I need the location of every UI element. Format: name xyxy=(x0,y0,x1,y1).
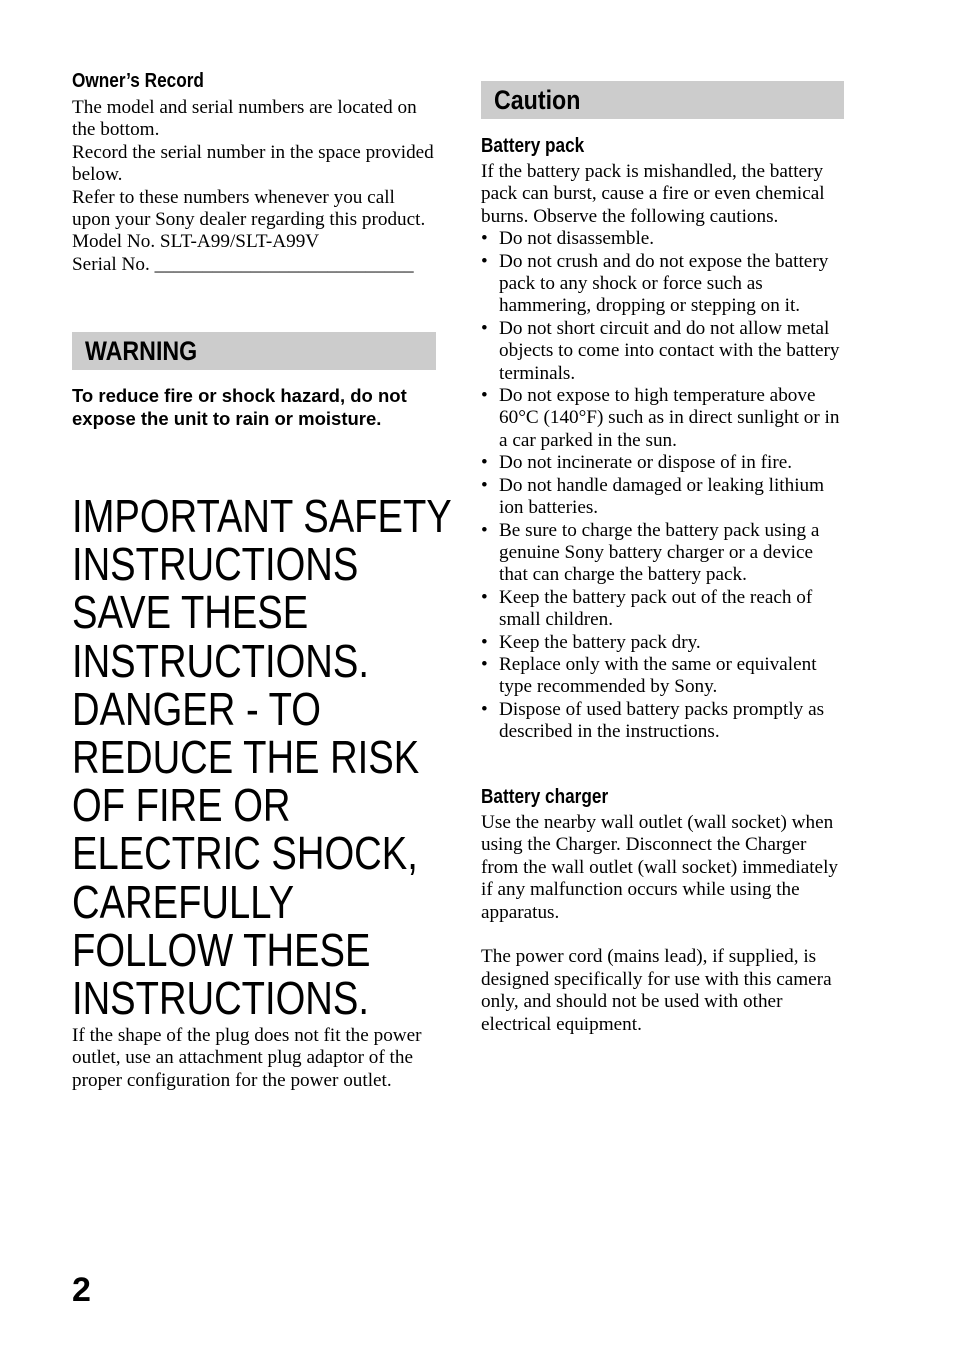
title-line: CAREFULLY xyxy=(72,875,295,928)
battery-charger-heading: Battery charger xyxy=(481,786,609,808)
battery-charger-paragraph: The power cord (mains lead), if supplied, is designed specifically for use with this camera only, and should not be used with other electrical equipment. xyxy=(481,946,832,1035)
caution-heading: Caution xyxy=(494,85,581,115)
owners-record-text xyxy=(72,97,436,276)
battery-pack-intro: If the battery pack is mishandled, the battery pack can burst, cause a fire or even chemical burns. Observe the following cautions. xyxy=(481,161,825,227)
caution-banner xyxy=(481,81,844,119)
list-item: • Keep the battery pack dry. xyxy=(481,632,844,654)
battery-charger-paragraph: Use the nearby wall outlet (wall socket) when using the Charger. Disconnect the Charger from the wall outlet (wall socket) immediately if any malfunction occurs while using the apparatus. xyxy=(481,812,838,923)
title-line: INSTRUCTIONS xyxy=(72,538,359,591)
title-line: SAVE THESE xyxy=(72,586,309,639)
list-item: • Do not crush and do not expose the battery pack to any shock or force such as hammering, dropping or stepping on it. xyxy=(481,251,844,318)
list-item: • Be sure to charge the battery pack using a genuine Sony battery charger or a device that can charge the battery pack. xyxy=(481,520,844,587)
title-line: OF FIRE OR xyxy=(72,779,291,832)
list-item: • Keep the battery pack out of the reach of small children. xyxy=(481,587,844,632)
battery-charger-section xyxy=(481,812,844,1036)
owners-record-heading: Owner’s Record xyxy=(72,70,204,92)
owners-record-line: The model and serial numbers are located on the bottom. xyxy=(72,97,417,141)
list-item: • Replace only with the same or equivalent type recommended by Sony. xyxy=(481,654,844,699)
battery-pack-heading: Battery pack xyxy=(481,135,585,157)
list-item: • Dispose of used battery packs promptly as described in the instructions. xyxy=(481,699,844,744)
warning-heading: WARNING xyxy=(85,336,198,366)
list-item: • Do not handle damaged or leaking lithium ion batteries. xyxy=(481,475,844,520)
plug-note: If the shape of the plug does not fit the power outlet, use an attachment plug adaptor of the proper configuration for the power outlet. xyxy=(72,1025,422,1091)
title-line: REDUCE THE RISK xyxy=(72,730,420,783)
warning-banner xyxy=(72,332,436,370)
owners-record-line: Refer to these numbers whenever you call upon your Sony dealer regarding this product. xyxy=(72,186,426,231)
page-number: 2 xyxy=(72,1271,91,1309)
title-line: IMPORTANT SAFETY xyxy=(72,490,452,542)
owners-record-line: Record the serial number in the space provided below. xyxy=(72,141,434,186)
title-line: INSTRUCTIONS. xyxy=(72,634,369,687)
model-number: Model No. SLT-A99/SLT-A99V xyxy=(72,231,320,253)
title-line: ELECTRIC SHOCK, xyxy=(72,827,418,880)
battery-pack-cautions-list xyxy=(481,228,844,743)
list-item: • Do not incinerate or dispose of in fire. xyxy=(481,452,844,474)
warning-text: To reduce fire or shock hazard, do not expose the unit to rain or moisture. xyxy=(72,385,407,429)
list-item: • Do not expose to high temperature above 60°C (140°F) such as in direct sunlight or in a car parked in the sun. xyxy=(481,385,844,452)
title-line: DANGER - TO xyxy=(72,682,321,735)
list-item: • Do not short circuit and do not allow metal objects to come into contact with the battery terminals. xyxy=(481,318,844,385)
list-item: • Do not disassemble. xyxy=(481,228,844,250)
important-safety-title xyxy=(72,490,452,1024)
serial-number: Serial No. ___________________________ xyxy=(72,253,414,275)
title-line: FOLLOW THESE xyxy=(72,923,371,976)
battery-pack-section xyxy=(481,161,844,744)
title-line: INSTRUCTIONS. xyxy=(72,971,369,1024)
